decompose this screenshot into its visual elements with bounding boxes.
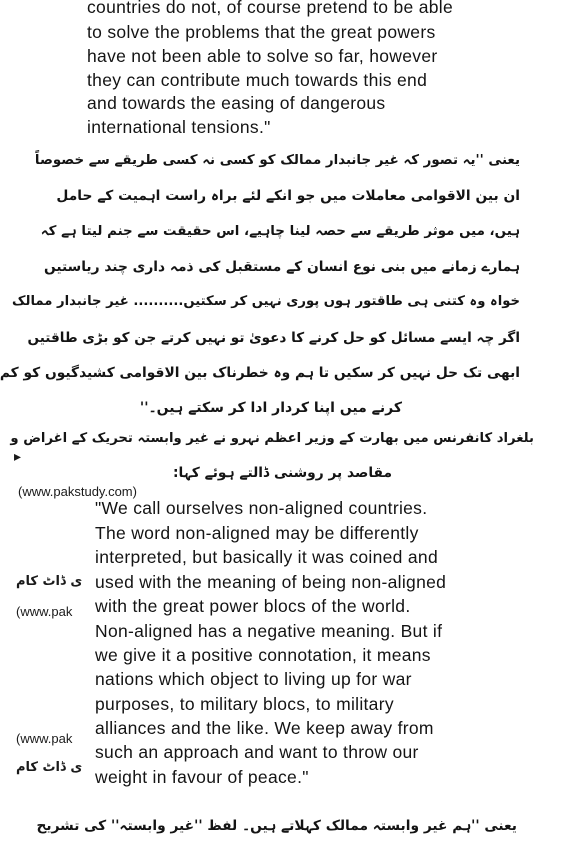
margin-mark: ▸ (14, 449, 22, 465)
quote-line: Non-aligned has a negative meaning. But if (95, 621, 443, 641)
urdu-line: مقاصد پر روشنی ڈالتے ہوئے کہا: (173, 465, 392, 481)
urdu-line: اگر چہ ایسے مسائل کو حل کرنے کا دعویٰ تو نہیں کرتے جن کو بڑی طاقتیں (27, 330, 520, 346)
urdu-line: ہمارے زمانے میں بنی نوع انسان کے مستقبل کی ذمہ داری چند ریاستیں (43, 259, 520, 275)
watermark-urdu: ی ڈاٹ کام (16, 574, 83, 589)
quote-line: with the great power blocs of the world. (95, 596, 411, 616)
quote-line: weight in favour of peace." (95, 767, 309, 787)
urdu-line: خواہ وہ کتنی ہی طاقتور ہوں پوری نہیں کر سکتیں.......... غیر جانبدار ممالک (12, 294, 520, 309)
watermark-urdu: ی ڈاٹ کام (16, 760, 83, 775)
quote-line: interpreted, but basically it was coined and (95, 547, 438, 567)
urdu-line: بلغراد کانفرنس میں بھارت کے وزیر اعظم نہرو نے غیر وابستہ تحریک کے اغراض و (10, 431, 534, 446)
quote-line: we give it a positive connotation, it means (95, 645, 431, 665)
quote-line: to solve the problems that the great powers (87, 22, 436, 42)
quote-line: countries do not, of course pretend to be able (87, 0, 453, 17)
watermark-text: (www.pak (16, 604, 73, 619)
quote-line: they can contribute much towards this end (87, 70, 428, 90)
quote-line: "We call ourselves non-aligned countries. (95, 498, 428, 518)
watermark-text: (www.pak (16, 731, 73, 746)
urdu-line: یعنی ''ہم غیر وابستہ ممالک کہلاتے ہیں۔ لفظ ''غیر وابستہ'' کی تشریح (36, 818, 517, 834)
urdu-line: ان بین الاقوامی معاملات میں جو انکے لئے براہ راست اہمیت کے حامل (56, 188, 520, 204)
quote-line: such an approach and want to throw our (95, 742, 419, 762)
quote-line: international tensions." (87, 117, 271, 137)
quote-line: purposes, to military blocs, to military (95, 694, 394, 714)
urdu-line: ہیں، میں موثر طریقے سے حصہ لینا چاہیے، اس حقیقت سے جنم لیتا ہے کہ (40, 224, 520, 239)
quote-line: have not been able to solve so far, however (87, 46, 438, 66)
quote-line: alliances and the like. We keep away from (95, 718, 434, 738)
quote-line: and towards the easing of dangerous (87, 93, 386, 113)
quote-line: used with the meaning of being non-aligned (95, 572, 447, 592)
urdu-line: یعنی ''یہ تصور کہ غیر جانبدار ممالک کو کسی نہ کسی طریقے سے خصوصاً (34, 153, 520, 168)
watermark-text: (www.pakstudy.com) (18, 484, 137, 499)
quote-line: The word non-aligned may be differently (95, 523, 419, 543)
urdu-line: ابھی تک حل نہیں کر سکیں تا ہم وہ خطرناک بین الاقوامی کشیدگیوں کو کم (0, 365, 520, 381)
urdu-line: کرنے میں اپنا کردار ادا کر سکتے ہیں۔'' (139, 400, 402, 416)
quote-line: nations which object to living up for war (95, 669, 412, 689)
